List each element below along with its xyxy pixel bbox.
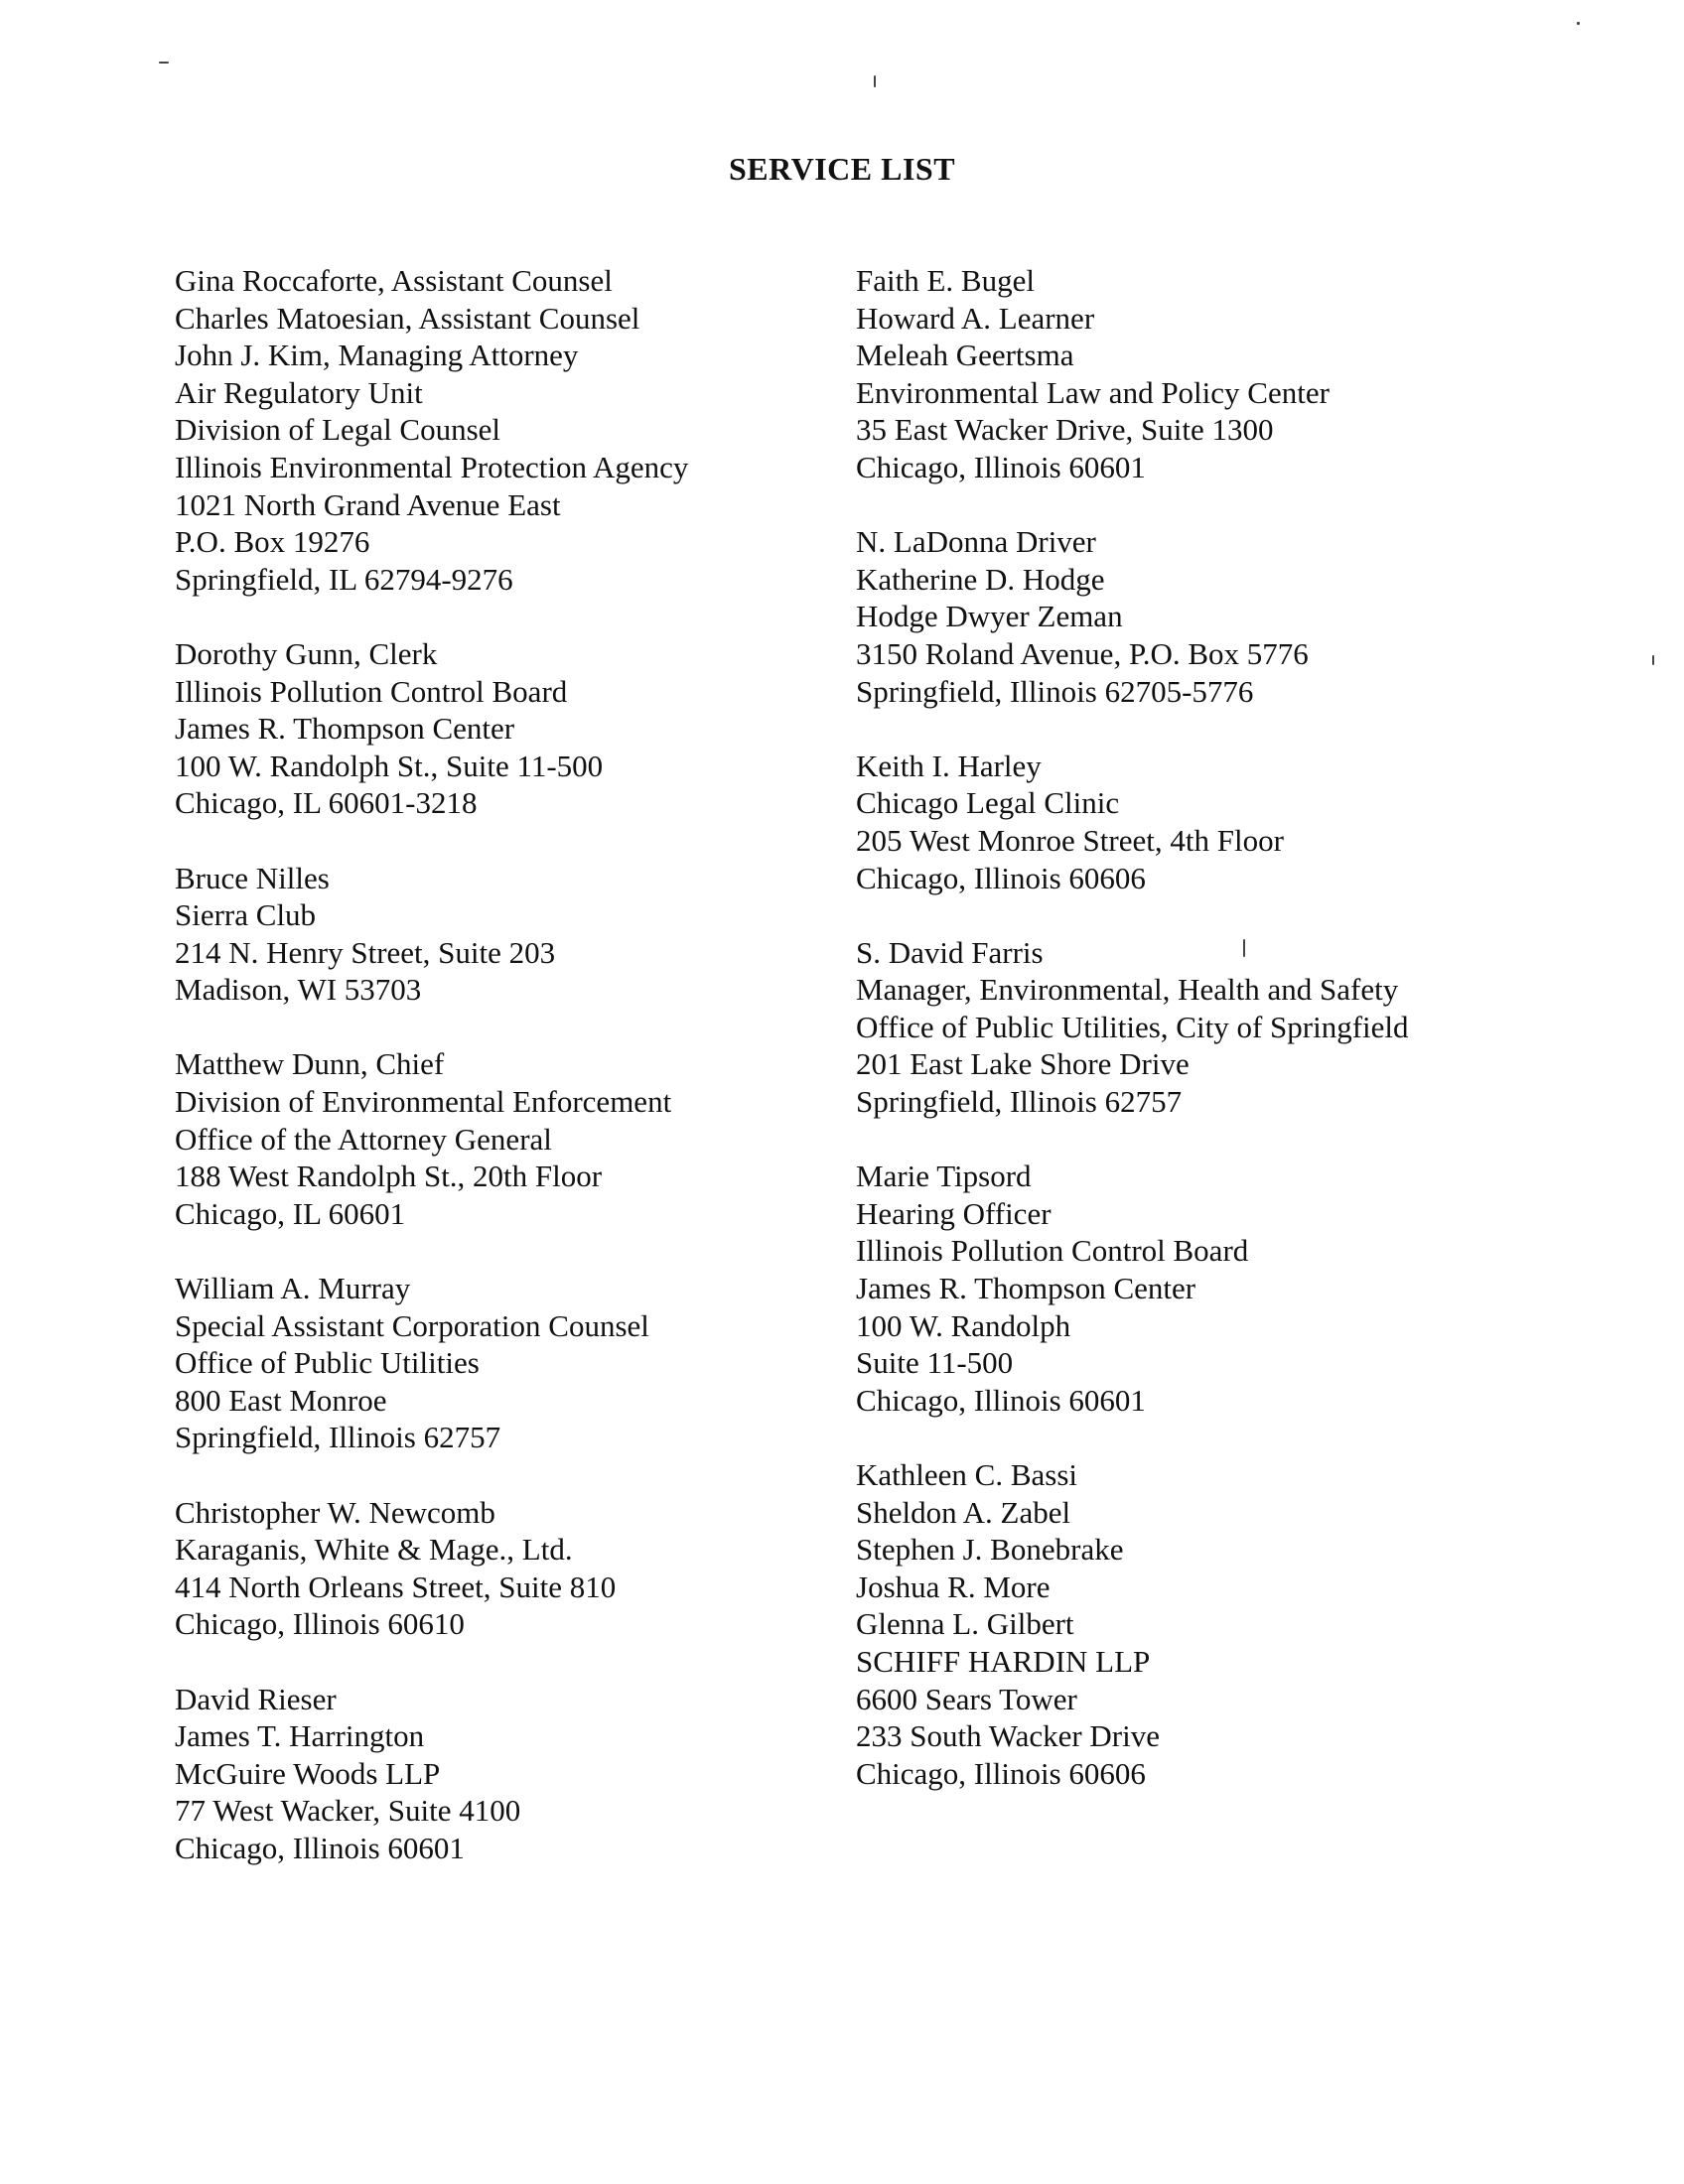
- address-line: 233 South Wacker Drive: [856, 1718, 1161, 1754]
- address-line: Springfield, Illinois 62705-5776: [856, 673, 1254, 709]
- address-line: Suite 11-500: [856, 1345, 1014, 1381]
- address-line: Air Regulatory Unit: [175, 374, 423, 410]
- address-line: 414 North Orleans Street, Suite 810: [175, 1569, 617, 1604]
- address-line: Environmental Law and Policy Center: [856, 374, 1330, 410]
- address-line: Stephen J. Bonebrake: [856, 1532, 1124, 1568]
- address-line: McGuire Woods LLP: [175, 1755, 441, 1791]
- address-line: Chicago Legal Clinic: [856, 785, 1120, 821]
- recipient-name: Bruce Nilles: [175, 860, 330, 895]
- address-line: Chicago, IL 60601: [175, 1195, 406, 1231]
- page-title: SERVICE LIST: [728, 151, 956, 187]
- address-line: John J. Kim, Managing Attorney: [175, 338, 579, 373]
- recipient-name: N. LaDonna Driver: [856, 524, 1096, 560]
- address-line: 3150 Roland Avenue, P.O. Box 5776: [856, 635, 1309, 671]
- service-entry: [856, 523, 1591, 710]
- address-line: Karaganis, White & Mage., Ltd.: [175, 1532, 573, 1568]
- service-entry: [856, 934, 1591, 1121]
- address-line: 1021 North Grand Avenue East: [175, 486, 561, 522]
- address-line: Chicago, Illinois 60601: [175, 1830, 465, 1865]
- service-entry: [856, 1158, 1591, 1419]
- address-line: 188 West Randolph St., 20th Floor: [175, 1159, 603, 1194]
- address-line: Joshua R. More: [856, 1569, 1051, 1604]
- address-line: Illinois Pollution Control Board: [856, 1233, 1249, 1269]
- scan-speck: [1652, 655, 1654, 665]
- address-line: Chicago, Illinois 60606: [856, 1755, 1146, 1791]
- service-entry: [175, 635, 850, 822]
- recipient-name: Kathleen C. Bassi: [856, 1457, 1077, 1492]
- recipient-name: Gina Roccaforte, Assistant Counsel: [175, 263, 613, 298]
- address-line: Division of Legal Counsel: [175, 412, 501, 448]
- address-line: Howard A. Learner: [856, 300, 1095, 336]
- left-column: [175, 262, 850, 1904]
- scan-speck: [159, 62, 169, 64]
- address-line: James R. Thompson Center: [175, 711, 515, 747]
- address-line: 100 W. Randolph: [856, 1307, 1071, 1343]
- address-line: Illinois Pollution Control Board: [175, 673, 568, 709]
- address-line: Chicago, IL 60601-3218: [175, 785, 478, 821]
- address-line: Office of Public Utilities, City of Springfield: [856, 1009, 1409, 1044]
- address-line: Charles Matoesian, Assistant Counsel: [175, 300, 640, 336]
- address-line: Office of Public Utilities: [175, 1345, 480, 1381]
- address-line: Special Assistant Corporation Counsel: [175, 1307, 649, 1343]
- address-line: Springfield, Illinois 62757: [175, 1420, 501, 1455]
- address-line: Sheldon A. Zabel: [856, 1494, 1071, 1530]
- address-line: 77 West Wacker, Suite 4100: [175, 1793, 521, 1829]
- address-line: 205 West Monroe Street, 4th Floor: [856, 822, 1284, 858]
- address-line: Chicago, Illinois 60601: [856, 1382, 1146, 1418]
- address-line: Division of Environmental Enforcement: [175, 1084, 672, 1120]
- address-line: James R. Thompson Center: [856, 1271, 1196, 1306]
- address-line: 35 East Wacker Drive, Suite 1300: [856, 412, 1274, 448]
- recipient-name: Faith E. Bugel: [856, 263, 1035, 298]
- address-line: Hodge Dwyer Zeman: [856, 599, 1123, 634]
- address-line: SCHIFF HARDIN LLP: [856, 1643, 1151, 1679]
- address-line: 214 N. Henry Street, Suite 203: [175, 934, 556, 970]
- service-entry: [175, 1494, 850, 1643]
- recipient-name: Keith I. Harley: [856, 748, 1042, 783]
- address-line: Chicago, Illinois 60610: [175, 1606, 465, 1642]
- address-line: Springfield, Illinois 62757: [856, 1084, 1183, 1120]
- scan-speck: [874, 75, 876, 87]
- service-entry: [175, 1270, 850, 1456]
- service-entry: [175, 1681, 850, 1867]
- recipient-name: William A. Murray: [175, 1271, 411, 1306]
- address-line: Sierra Club: [175, 897, 317, 933]
- recipient-name: Christopher W. Newcomb: [175, 1494, 495, 1530]
- service-entry: [175, 1045, 850, 1232]
- address-line: Manager, Environmental, Health and Safety: [856, 972, 1399, 1008]
- address-line: Chicago, Illinois 60601: [856, 449, 1146, 484]
- address-line: 201 East Lake Shore Drive: [856, 1046, 1190, 1082]
- address-line: 6600 Sears Tower: [856, 1681, 1077, 1716]
- recipient-name: Matthew Dunn, Chief: [175, 1046, 445, 1082]
- address-line: Chicago, Illinois 60606: [856, 860, 1146, 895]
- address-line: Springfield, IL 62794-9276: [175, 561, 513, 597]
- service-entry: [175, 860, 850, 1009]
- recipient-name: Marie Tipsord: [856, 1159, 1032, 1194]
- scan-speck: [1577, 22, 1580, 25]
- recipient-name: S. David Farris: [856, 934, 1044, 970]
- address-line: Meleah Geertsma: [856, 338, 1074, 373]
- address-line: Glenna L. Gilbert: [856, 1606, 1074, 1642]
- address-line: Office of the Attorney General: [175, 1121, 552, 1157]
- right-column: [856, 262, 1591, 1830]
- service-entry: [856, 748, 1591, 896]
- address-line: Illinois Environmental Protection Agency: [175, 449, 689, 484]
- service-entry: [856, 1456, 1591, 1792]
- address-line: 100 W. Randolph St., Suite 11-500: [175, 748, 604, 783]
- address-line: James T. Harrington: [175, 1718, 425, 1754]
- service-entry: [175, 262, 850, 598]
- address-line: Madison, WI 53703: [175, 972, 422, 1008]
- recipient-name: David Rieser: [175, 1681, 337, 1716]
- recipient-name: Dorothy Gunn, Clerk: [175, 635, 438, 671]
- address-line: P.O. Box 19276: [175, 524, 370, 560]
- service-entry: [856, 262, 1591, 486]
- address-line: Hearing Officer: [856, 1195, 1052, 1231]
- address-line: Katherine D. Hodge: [856, 561, 1105, 597]
- address-line: 800 East Monroe: [175, 1382, 387, 1418]
